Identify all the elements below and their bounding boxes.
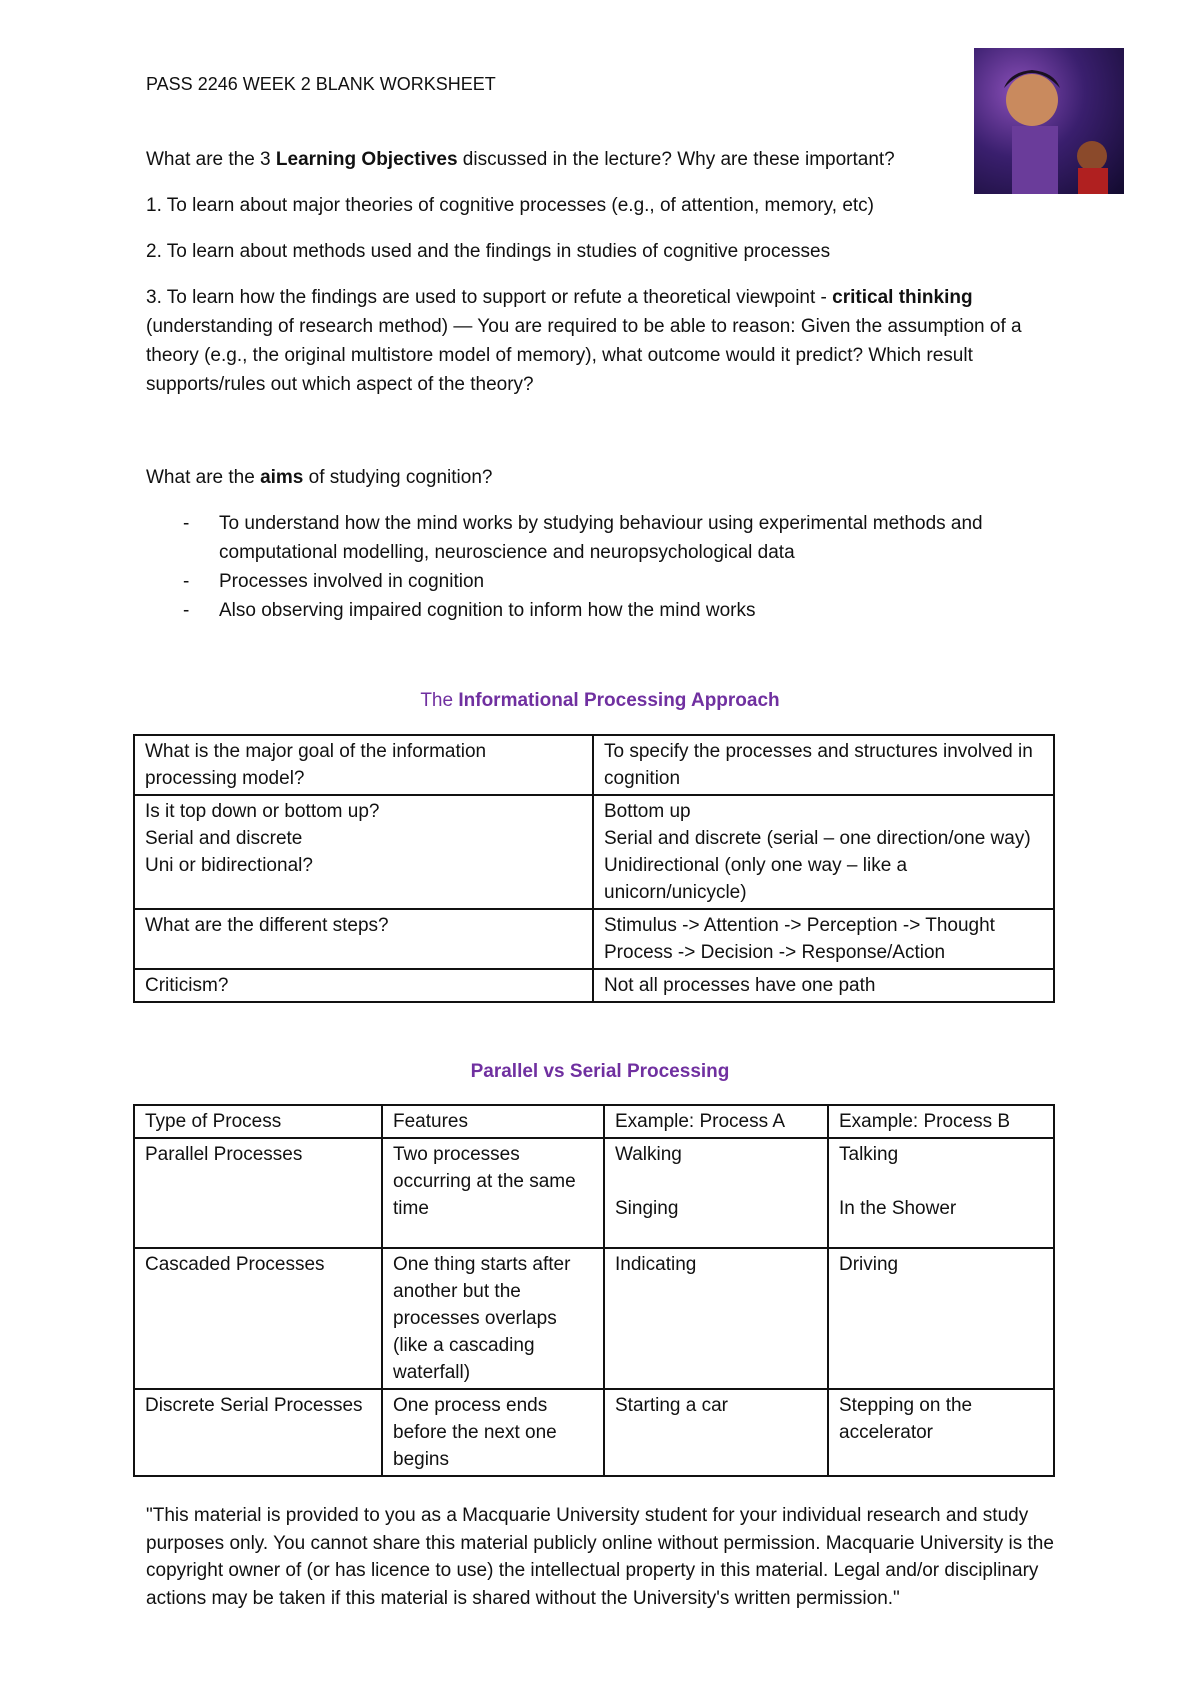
ipa-question-cell: Is it top down or bottom up? Serial and discrete Uni or bidirectional? — [134, 795, 593, 909]
table-row — [134, 1389, 1054, 1476]
objective-2: 2. To learn about methods used and the findings in studies of cognitive processes — [146, 241, 831, 262]
process-type-cell: Cascaded Processes — [134, 1248, 382, 1389]
column-header: Example: Process A — [604, 1105, 828, 1138]
table-header-row — [134, 1105, 1054, 1138]
features-cell: One thing starts after another but the processes overlaps (like a cascading waterfall) — [382, 1248, 604, 1389]
example-b-cell: Stepping on the accelerator — [828, 1389, 1054, 1476]
ipa-table — [133, 734, 1055, 1003]
table-row — [134, 969, 1054, 1002]
example-b-cell: Driving — [828, 1248, 1054, 1389]
features-cell: One process ends before the next one begins — [382, 1389, 604, 1476]
aims-list — [146, 509, 1071, 625]
learning-objectives-question: What are the 3 Learning Objectives discussed in the lecture? Why are these important? — [146, 149, 895, 170]
objective-1: 1. To learn about major theories of cognitive processes (e.g., of attention, memory, etc) — [146, 195, 874, 216]
example-a-cell: Starting a car — [604, 1389, 828, 1476]
aim-item: - To understand how the mind works by studying behaviour using experimental methods and computational modelling, neuroscience and neuropsychological data — [146, 509, 1071, 567]
column-header: Type of Process — [134, 1105, 382, 1138]
ipa-answer-cell: Stimulus -> Attention -> Perception -> Thought Process -> Decision -> Response/Action — [593, 909, 1054, 969]
ipa-heading: The Informational Processing Approach — [420, 690, 780, 711]
table-row — [134, 1138, 1054, 1248]
process-type-cell: Discrete Serial Processes — [134, 1389, 382, 1476]
aim-item: - Also observing impaired cognition to inform how the mind works — [146, 596, 1071, 625]
table-row — [134, 795, 1054, 909]
worksheet-title: PASS 2246 WEEK 2 BLANK WORKSHEET — [146, 74, 496, 94]
features-cell: Two processes occurring at the same time — [382, 1138, 604, 1248]
ipa-answer-cell: Not all processes have one path — [593, 969, 1054, 1002]
table-row — [134, 1248, 1054, 1389]
example-b-cell: Talking In the Shower — [828, 1138, 1054, 1248]
example-a-cell: Indicating — [604, 1248, 828, 1389]
ipa-question-cell: What are the different steps? — [134, 909, 593, 969]
aim-item: - Processes involved in cognition — [146, 567, 1071, 596]
aims-question: What are the aims of studying cognition? — [146, 467, 493, 488]
example-a-cell: Walking Singing — [604, 1138, 828, 1248]
pvs-table — [133, 1104, 1055, 1477]
pvs-heading: Parallel vs Serial Processing — [470, 1061, 730, 1082]
table-row — [134, 909, 1054, 969]
ipa-question-cell: What is the major goal of the information processing model? — [134, 735, 593, 795]
column-header: Example: Process B — [828, 1105, 1054, 1138]
table-row — [134, 735, 1054, 795]
process-type-cell: Parallel Processes — [134, 1138, 382, 1248]
ipa-answer-cell: To specify the processes and structures involved in cognition — [593, 735, 1054, 795]
ipa-answer-cell: Bottom up Serial and discrete (serial – one direction/one way) Unidirectional (only one way – like a unicorn/unicycle) — [593, 795, 1054, 909]
column-header: Features — [382, 1105, 604, 1138]
ipa-question-cell: Criticism? — [134, 969, 593, 1002]
objective-3: 3. To learn how the findings are used to support or refute a theoretical viewpoint - critical thinking (understanding of research method) — You are required to be able to reason: Given the assumption of a theory (e.g., the original multistore model of memory), what outcome would it predict? Which result supports/rules out which aspect of the theory? — [146, 287, 1022, 395]
copyright-notice: "This material is provided to you as a Macquarie University student for your individual research and study purposes only. You cannot share this material publicly online without permission. Macquarie University is the copyright owner of (or has licence to use) the intellectual property in this material. Legal and/or disciplinary actions may be taken if this material is shared without the University's written permission." — [146, 1505, 1054, 1609]
